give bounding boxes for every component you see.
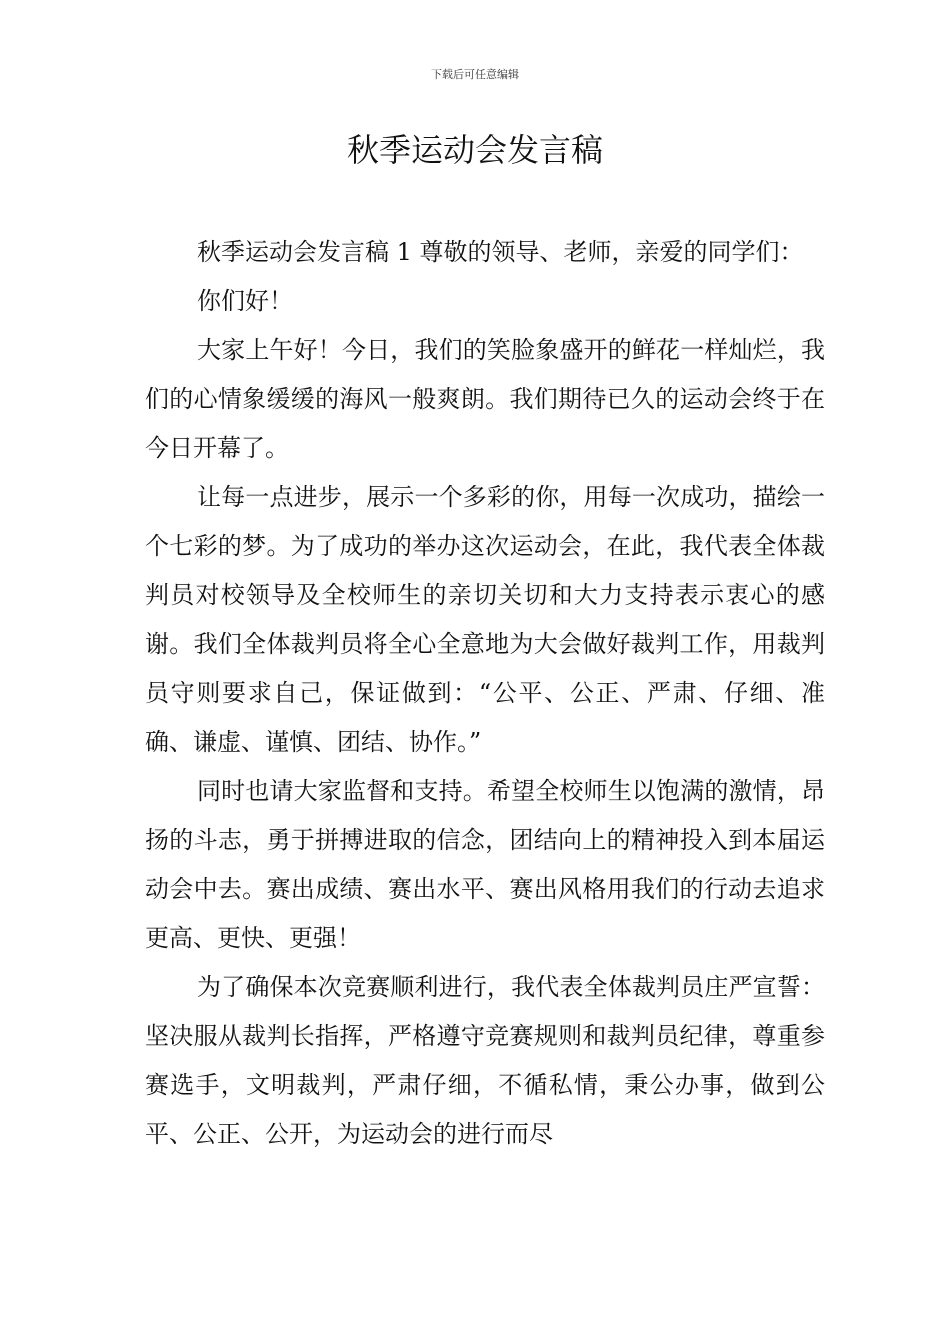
paragraph-oath: 为了确保本次竞赛顺利进行，我代表全体裁判员庄严宣誓：坚决服从裁判长指挥，严格遵守竞赛规则和裁判员纪律，尊重参赛选手，文明裁判，严肃仔细，不循私情，秉公办事，做到公平、公正、公开，为运动会的进行而尽: [145, 973, 825, 1148]
document-title: 秋季运动会发言稿: [346, 131, 603, 169]
paragraph-support: 同时也请大家监督和支持。希望全校师生以饱满的激情，昂扬的斗志，勇于拼搏进取的信念，团结向上的精神投入到本届运动会中去。赛出成绩、赛出水平、赛出风格用我们的行动去追求更高、更快、更强！: [145, 777, 825, 952]
document-body: [145, 228, 825, 1159]
paragraph-greeting: 秋季运动会发言稿 1 尊敬的领导、老师，亲爱的同学们：: [197, 238, 804, 266]
paragraph-opening: 大家上午好！今日，我们的笑脸象盛开的鲜花一样灿烂，我们的心情象缓缓的海风一般爽朗。我们期待已久的运动会终于在今日开幕了。: [145, 336, 825, 462]
paragraph-thanks: 让每一点进步，展示一个多彩的你，用每一次成功，描绘一个七彩的梦。为了成功的举办这次运动会，在此，我代表全体裁判员对校领导及全校师生的亲切关切和大力支持表示衷心的感谢。我们全体裁判员将全心全意地为大会做好裁判工作，用裁判员守则要求自己，保证做到：“公平、公正、严肃、仔细、准确、谦虚、谨慎、团结、协作。”: [145, 483, 825, 756]
paragraph-hello: 你们好！: [197, 287, 293, 315]
header-note: 下载后可任意编辑: [431, 68, 519, 81]
